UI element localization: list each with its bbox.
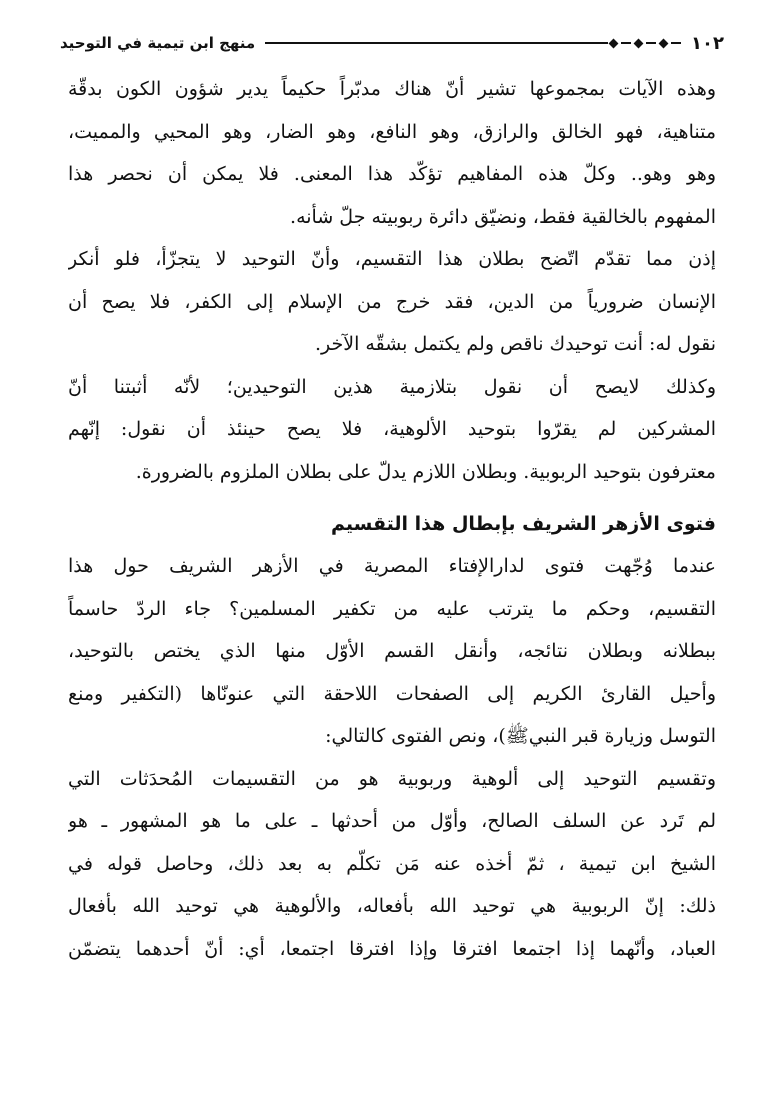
text-line: وكذلك لايصح أن نقول بتلازمية هذين التوحيدين؛ لأنّه أثبتنا أنّ [68, 375, 716, 398]
paragraph-5 [68, 758, 716, 971]
text-line: وهو وهو.. وكلّ هذه المفاهيم تؤكّد هذا المعنى. فلا يمكن أن نحصر هذا [68, 163, 716, 185]
page-body [68, 68, 716, 970]
text-line: ذلك: إنّ الربوبية هي توحيد الله بأفعاله، والألوهية هي توحيد الله بأفعال [68, 895, 716, 917]
text-line: المشركين لم يقرّوا بتوحيد الألوهية، فلا يصح حينئذ أن نقول: إنّهم [68, 418, 716, 440]
text-line: لم تَرد عن السلف الصالح، وأوّل من أحدثها ـ على ما هو المشهور ـ هو [68, 810, 716, 832]
running-title: منهج ابن تيمية في التوحيد [60, 34, 256, 52]
paragraph-4 [68, 545, 716, 758]
text-line: متناهية، فهو الخالق والرازق، وهو النافع، وهو الضار، وهو المحيي والمميت، [68, 120, 716, 143]
text-line: وهذه الآيات بمجموعها تشير أنّ هناك مدبّراً حكيماً يدير شؤون الكون بدقّة [68, 78, 716, 100]
text-line: إذن مما تقدّم اتّضح بطلان هذا التقسيم، وأنّ التوحيد لا يتجزّأ، فلو أنكر [68, 248, 716, 270]
text-line: نقول له: أنت توحيدك ناقص ولم يكتمل بشقّه الآخر. [314, 333, 716, 355]
page-number: ١٠٢ [691, 32, 724, 54]
text-line: معترفون بتوحيد الربوبية. وبطلان اللازم يدلّ على بطلان الملزوم بالضرورة. [135, 460, 716, 483]
text-line: وأحيل القارئ الكريم إلى الصفحات اللاحقة التي عنونّاها (التكفير ومنع [68, 682, 716, 705]
section-heading: فتوى الأزهر الشريف بإبطال هذا التقسيم [330, 513, 716, 535]
paragraph-3 [68, 366, 716, 494]
text-line: ببطلانه وبطلان نتائجه، وأنقل القسم الأوّل منها الذي يختص بالتوحيد، [68, 640, 716, 662]
text-line: التقسيم، وحكم ما يترتب عليه من تكفير المسلمين؟ جاء الردّ حاسماً [68, 597, 716, 620]
text-line: التوسل وزيارة قبر النبيﷺ)، ونص الفتوى كالتالي: [325, 725, 716, 747]
header-ornament [265, 40, 681, 47]
text-line: عندما وُجّهت فتوى لدارالإفتاء المصرية في الأزهر الشريف حول هذا [68, 555, 716, 577]
page-header [60, 28, 724, 58]
text-line: وتقسيم التوحيد إلى ألوهية وربوبية هو من التقسيمات المُحدَثات التي [68, 767, 716, 790]
text-line: العباد، وأنّهما إذا اجتمعا افترقا وإذا افترقا اجتمعا، أي: أنّ أحدهما يتضمّن [68, 937, 716, 960]
text-line: الشيخ ابن تيمية ، ثمّ أخذه عنه مَن تكلّم به بعد ذلك، وحاصل قوله في [68, 852, 716, 875]
paragraph-1 [68, 68, 716, 238]
text-line: الإنسان ضرورياً من الدين، فقد خرج من الإسلام إلى الكفر، فلا يصح أن [68, 290, 716, 313]
paragraph-2 [68, 238, 716, 366]
text-line: المفهوم بالخالقية فقط، ونضيّق دائرة ربوبيته جلّ شأنه. [290, 205, 716, 228]
diamond-ornament-icon [610, 40, 681, 47]
header-rule [265, 42, 608, 44]
